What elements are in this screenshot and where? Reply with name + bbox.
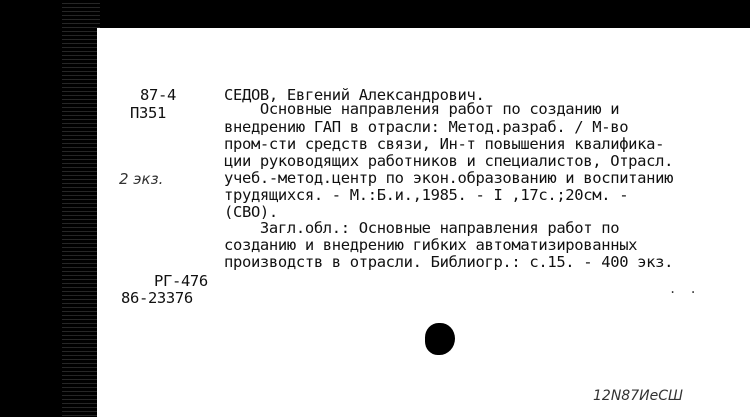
entry-line-7: трудящихся. - М.:Б.и.,1985. - I ,17с.;20см. - — [224, 186, 629, 204]
entry-line-4: пром-сти средств связи, Ин-т повышения квалифика- — [224, 135, 665, 153]
catalog-card — [97, 28, 750, 417]
entry-line-5: ции руководящих работников и специалистов, Отрасл. — [224, 152, 674, 170]
bottom-code-2: 86-23376 — [121, 289, 193, 307]
entry-line-1: СЕДОВ, Евгений Александрович. — [224, 86, 485, 104]
entry-line-10: созданию и внедрению гибких автоматизированных — [224, 236, 638, 254]
entry-line-2: Основные направления работ по созданию и — [224, 100, 620, 118]
ink-dots: . . — [669, 282, 700, 296]
entry-line-11: производств в отрасли. Библиогр.: с.15. - 400 экз. — [224, 253, 674, 271]
call-number-line-2: П351 — [130, 104, 166, 122]
scan-noise — [62, 0, 100, 417]
entry-line-6: учеб.-метод.центр по экон.образованию и воспитанию — [224, 169, 674, 187]
handwritten-copies-mark: 2 экз. — [119, 170, 164, 188]
bottom-code-1: РГ-476 — [154, 272, 208, 290]
entry-line-9: Загл.обл.: Основные направления работ по — [224, 219, 620, 237]
call-number-line-1: 87-4 — [140, 86, 176, 104]
ink-blot — [425, 323, 455, 355]
entry-line-8: (СВО). — [224, 203, 278, 221]
entry-line-3: внедрению ГАП в отрасли: Метод.разраб. / М-во — [224, 118, 629, 136]
handwritten-inventory-number: 12N87ИеСШ — [593, 388, 683, 404]
